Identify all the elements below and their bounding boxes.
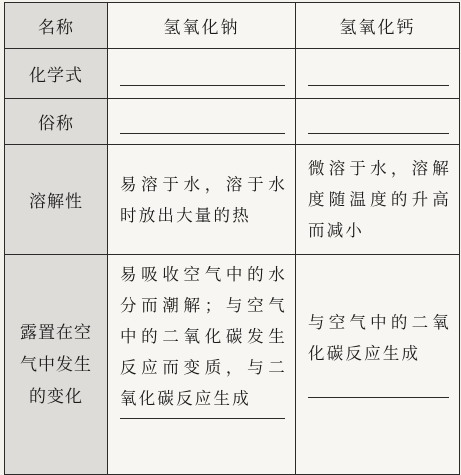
caoh2-exposure-answer-blank[interactable]	[308, 397, 449, 398]
caoh2-exposure-text: 与空气中的二氧化碳反应生成	[308, 313, 451, 363]
comparison-table	[4, 2, 460, 475]
naoh-formula-cell	[108, 49, 296, 99]
caoh2-column-header: 氢氧化钙	[296, 3, 460, 49]
common-name-label: 俗称	[5, 99, 108, 145]
naoh-exposure-text: 易吸收空气中的水分而潮解；与空气中的二氧化碳发生反应而变质，与二氧化碳反应生成	[120, 265, 287, 408]
exposure-label-line-3: 的变化	[29, 386, 83, 407]
header-row	[5, 3, 460, 49]
naoh-solubility-cell	[108, 145, 296, 255]
naoh-exposure-answer-blank[interactable]	[120, 418, 285, 419]
caoh2-common-name-cell	[296, 99, 460, 145]
naoh-exposure-cell	[108, 255, 296, 475]
solubility-label: 溶解性	[5, 145, 108, 255]
naoh-common-name-cell	[108, 99, 296, 145]
exposure-row	[5, 255, 460, 475]
formula-row	[5, 49, 460, 99]
caoh2-common-name-answer-blank[interactable]	[308, 133, 449, 134]
naoh-common-name-answer-blank[interactable]	[120, 133, 285, 134]
caoh2-solubility-cell	[296, 145, 460, 255]
caoh2-formula-answer-blank[interactable]	[308, 85, 449, 86]
caoh2-solubility-text: 微溶于水，溶解度随温度的升高而减小	[308, 159, 451, 240]
exposure-label	[5, 255, 108, 475]
naoh-formula-answer-blank[interactable]	[120, 85, 285, 86]
exposure-label-line-1: 露置在空	[20, 322, 92, 343]
naoh-solubility-text: 易溶于水，溶于水时放出大量的热	[120, 174, 287, 225]
caoh2-formula-cell	[296, 49, 460, 99]
common-name-row	[5, 99, 460, 145]
naoh-column-header: 氢氧化钠	[108, 3, 296, 49]
exposure-label-line-2: 气中发生	[20, 354, 92, 375]
formula-label: 化学式	[5, 49, 108, 99]
caoh2-exposure-cell	[296, 255, 460, 475]
name-label: 名称	[5, 3, 108, 49]
solubility-row	[5, 145, 460, 255]
